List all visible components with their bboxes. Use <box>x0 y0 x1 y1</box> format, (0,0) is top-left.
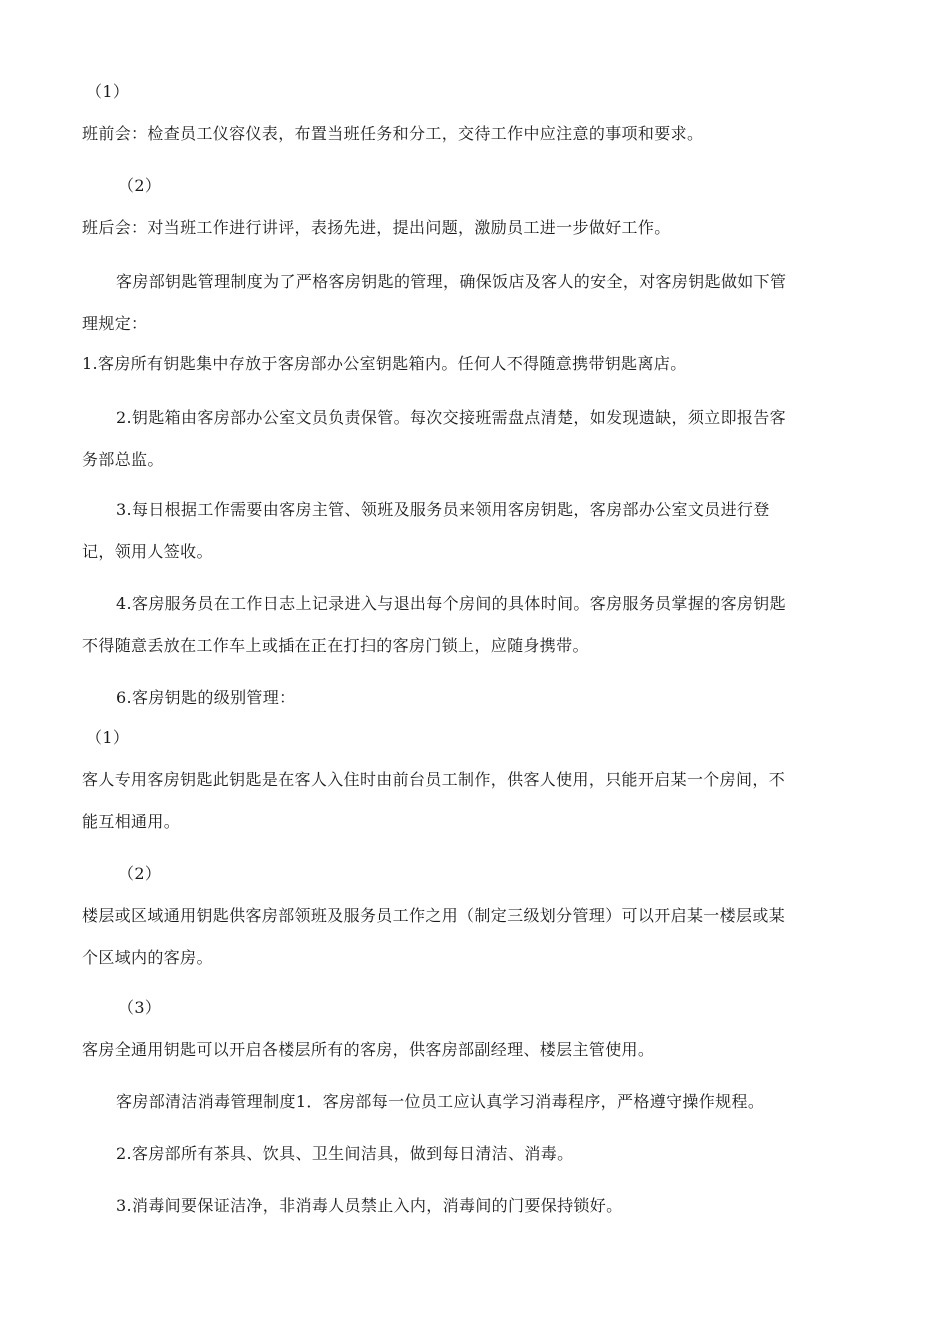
key-rule-6-heading: 6.客房钥匙的级别管理： <box>116 688 296 707</box>
key-rule-2-line-2: 务部总监。 <box>82 450 164 469</box>
guest-key-text-line-2: 能互相通用。 <box>82 812 181 831</box>
item-marker-5: （3） <box>118 998 162 1017</box>
key-rule-4-line-1: 4.客房服务员在工作日志上记录进入与退出每个房间的具体时间。客房服务员掌握的客房钥匙 <box>116 594 786 613</box>
cleaning-policy-rule-3: 3.消毒间要保证洁净，非消毒人员禁止入内，消毒间的门要保持锁好。 <box>116 1196 623 1215</box>
post-shift-meeting-text: 班后会：对当班工作进行讲评，表扬先进，提出问题，激励员工进一步做好工作。 <box>82 218 671 237</box>
cleaning-policy-rule-2: 2.客房部所有茶具、饮具、卫生间洁具，做到每日清洁、消毒。 <box>116 1144 574 1163</box>
master-key-text: 客房全通用钥匙可以开启各楼层所有的客房，供客房部副经理、楼层主管使用。 <box>82 1040 655 1059</box>
cleaning-policy-rule-1: 客房部清洁消毒管理制度1．客房部每一位员工应认真学习消毒程序，严格遵守操作规程。 <box>116 1092 765 1111</box>
pre-shift-meeting-text: 班前会：检查员工仪容仪表，布置当班任务和分工，交待工作中应注意的事项和要求。 <box>82 124 704 143</box>
key-rule-2-line-1: 2.钥匙箱由客房部办公室文员负责保管。每次交接班需盘点清楚，如发现遗缺，须立即报告客 <box>116 408 786 427</box>
item-marker-2: （2） <box>118 176 162 195</box>
key-policy-intro-line-2: 理规定： <box>82 314 148 333</box>
floor-key-text-line-2: 个区域内的客房。 <box>82 948 213 967</box>
guest-key-text-line-1: 客人专用客房钥匙此钥匙是在客人入住时由前台员工制作，供客人使用，只能开启某一个房间，不 <box>82 770 786 789</box>
key-rule-3-line-1: 3.每日根据工作需要由客房主管、领班及服务员来领用客房钥匙，客房部办公室文员进行登 <box>116 500 770 519</box>
item-marker-3: （1） <box>86 728 130 747</box>
key-rule-4-line-2: 不得随意丢放在工作车上或插在正在打扫的客房门锁上，应随身携带。 <box>82 636 589 655</box>
item-marker-4: （2） <box>118 864 162 883</box>
key-policy-intro-line-1: 客房部钥匙管理制度为了严格客房钥匙的管理，确保饭店及客人的安全，对客房钥匙做如下管 <box>116 272 787 291</box>
floor-key-text-line-1: 楼层或区域通用钥匙供客房部领班及服务员工作之用（制定三级划分管理）可以开启某一楼层或某 <box>82 906 786 925</box>
item-marker-1: （1） <box>86 82 130 101</box>
key-rule-3-line-2: 记，领用人签收。 <box>82 542 213 561</box>
key-rule-1: 1.客房所有钥匙集中存放于客房部办公室钥匙箱内。任何人不得随意携带钥匙离店。 <box>82 354 687 373</box>
